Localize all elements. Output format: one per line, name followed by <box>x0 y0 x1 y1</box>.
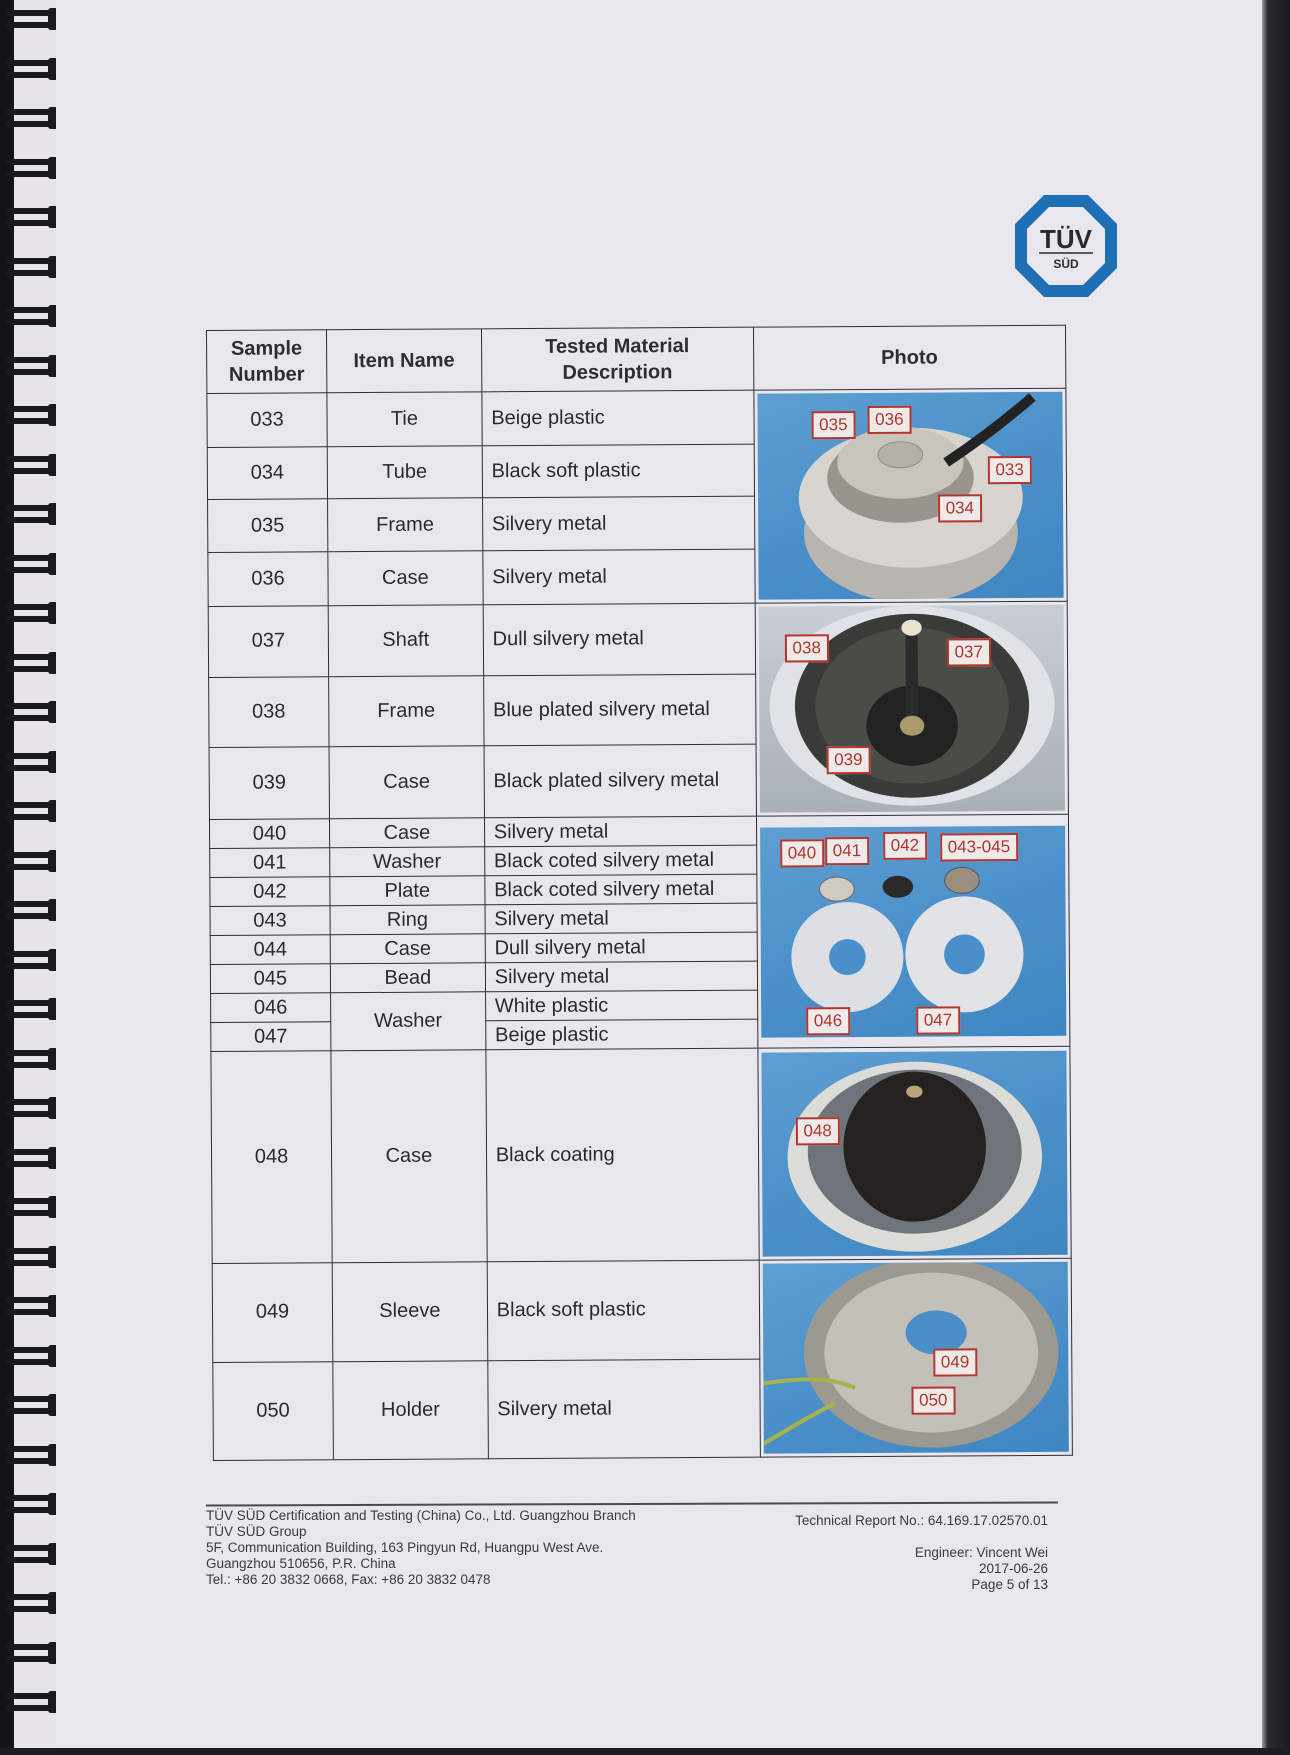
footer-address-2: Guangzhou 510656, P.R. China <box>206 1556 396 1571</box>
logo-text-sud: SÜD <box>1053 257 1079 271</box>
photo-cell-1 <box>753 388 1067 603</box>
sample-number: 033 <box>207 393 327 447</box>
photo-fan-top <box>757 392 1064 600</box>
material-description: Black coating <box>486 1048 759 1262</box>
material-description: Silvery metal <box>485 903 757 934</box>
item-name: Washer <box>330 847 485 877</box>
header-item-name: Item Name <box>326 329 481 393</box>
material-description: Black coted silvery metal <box>484 845 756 876</box>
material-description: White plastic <box>485 990 757 1021</box>
photo-label: 040 <box>780 839 825 867</box>
logo-text-tuv: TÜV <box>1040 224 1092 254</box>
page-bottom-edge <box>0 1748 1290 1755</box>
table-row <box>209 814 1068 848</box>
engineer: Engineer: Vincent Wei <box>914 1545 1048 1560</box>
photo-label: 050 <box>911 1386 956 1414</box>
tuv-sud-logo <box>1013 193 1119 299</box>
photo-cell-5 <box>759 1258 1073 1457</box>
photo-label: 048 <box>795 1117 840 1145</box>
table-row <box>207 388 1066 447</box>
photo-label: 036 <box>867 406 912 434</box>
material-description: Silvery metal <box>485 961 757 992</box>
item-name: Sleeve <box>332 1262 487 1361</box>
photo-fan-motor <box>761 1050 1068 1256</box>
header-photo: Photo <box>753 325 1066 390</box>
item-name: Holder <box>333 1360 488 1459</box>
item-name: Ring <box>330 905 485 935</box>
photo-label: 041 <box>825 836 870 864</box>
photo-label: 047 <box>916 1006 961 1034</box>
material-description: Black soft plastic <box>487 1260 759 1360</box>
photo-label: 033 <box>987 456 1032 484</box>
item-name: Case <box>329 746 484 819</box>
item-name: Shaft <box>328 605 483 677</box>
item-name: Washer <box>331 992 486 1051</box>
table-header-row <box>207 325 1066 393</box>
photo-cell-4 <box>757 1046 1071 1260</box>
photo-label: 046 <box>806 1007 851 1035</box>
item-name: Case <box>330 934 485 964</box>
footer-company-info <box>206 1508 636 1588</box>
item-name: Tie <box>327 392 482 447</box>
material-description: Silvery metal <box>483 549 755 604</box>
photo-label: 049 <box>933 1348 978 1376</box>
photo-cell-2 <box>755 601 1069 816</box>
table-row <box>212 1258 1072 1362</box>
sample-number: 034 <box>207 447 327 500</box>
sample-number: 041 <box>210 848 330 878</box>
photo-motor-base <box>762 1262 1069 1454</box>
footer-group: TÜV SÜD Group <box>206 1524 307 1539</box>
sample-number: 043 <box>210 906 330 936</box>
material-description: Dull silvery metal <box>485 932 757 963</box>
item-name: Case <box>331 1050 487 1263</box>
photo-label: 035 <box>811 411 856 439</box>
material-description: Black coted silvery metal <box>485 874 757 905</box>
sample-number: 049 <box>212 1263 333 1362</box>
material-description: Black plated silvery metal <box>484 744 756 817</box>
sample-number: 050 <box>213 1361 334 1460</box>
footer-contact: Tel.: +86 20 3832 0668, Fax: +86 20 3832 0478 <box>206 1572 491 1587</box>
sample-number: 039 <box>209 747 329 819</box>
photo-label: 038 <box>784 634 829 662</box>
sample-number: 045 <box>210 964 330 994</box>
item-name: Case <box>329 818 484 848</box>
material-description: Beige plastic <box>485 1019 757 1050</box>
item-name: Case <box>328 551 483 606</box>
photo-label: 042 <box>883 831 928 859</box>
page-edge-shadow <box>1262 0 1290 1755</box>
photo-label: 034 <box>938 494 983 522</box>
sample-number: 048 <box>211 1051 332 1264</box>
item-name: Frame <box>327 498 482 552</box>
photo-washers <box>760 825 1067 1037</box>
item-name: Bead <box>330 963 485 993</box>
material-description: Black soft plastic <box>482 444 754 498</box>
sample-number: 044 <box>210 935 330 965</box>
sample-number: 047 <box>211 1022 331 1052</box>
material-description: Dull silvery metal <box>483 603 755 675</box>
table-row <box>208 601 1067 677</box>
sample-number: 035 <box>208 499 328 552</box>
header-material: Tested Material Description <box>481 327 753 392</box>
sample-number: 036 <box>208 552 328 607</box>
material-description: Silvery metal <box>488 1359 760 1459</box>
header-sample-number: Sample Number <box>207 330 327 394</box>
photo-fan-inside <box>758 605 1065 813</box>
material-description: Silvery metal <box>484 816 756 847</box>
material-description: Beige plastic <box>482 390 754 445</box>
item-name: Tube <box>327 446 482 500</box>
photo-label: 043-045 <box>940 833 1019 861</box>
report-number: Technical Report No.: 64.169.17.02570.01 <box>795 1513 1048 1528</box>
material-description: Blue plated silvery metal <box>483 674 755 746</box>
photo-label: 039 <box>826 746 871 774</box>
footer-company-name: TÜV SÜD Certification and Testing (China) Co., Ltd. Guangzhou Branch <box>206 1508 636 1523</box>
sample-number: 046 <box>211 993 331 1023</box>
sample-number: 038 <box>209 676 329 747</box>
page-number: Page 5 of 13 <box>971 1577 1048 1592</box>
footer-report-info <box>700 1513 1048 1593</box>
item-name: Plate <box>330 876 485 906</box>
footer-address-1: 5F, Communication Building, 163 Pingyun Rd, Huangpu West Ave. <box>206 1540 604 1555</box>
sample-number: 042 <box>210 877 330 907</box>
material-table <box>206 325 1073 1461</box>
sample-number: 040 <box>209 819 329 849</box>
item-name: Frame <box>329 675 484 747</box>
material-description: Silvery metal <box>482 497 754 551</box>
report-date: 2017-06-26 <box>978 1561 1048 1576</box>
photo-cell-3 <box>756 814 1070 1048</box>
sample-number: 037 <box>208 606 328 677</box>
photo-label: 037 <box>946 638 991 666</box>
table-row <box>211 1046 1071 1263</box>
